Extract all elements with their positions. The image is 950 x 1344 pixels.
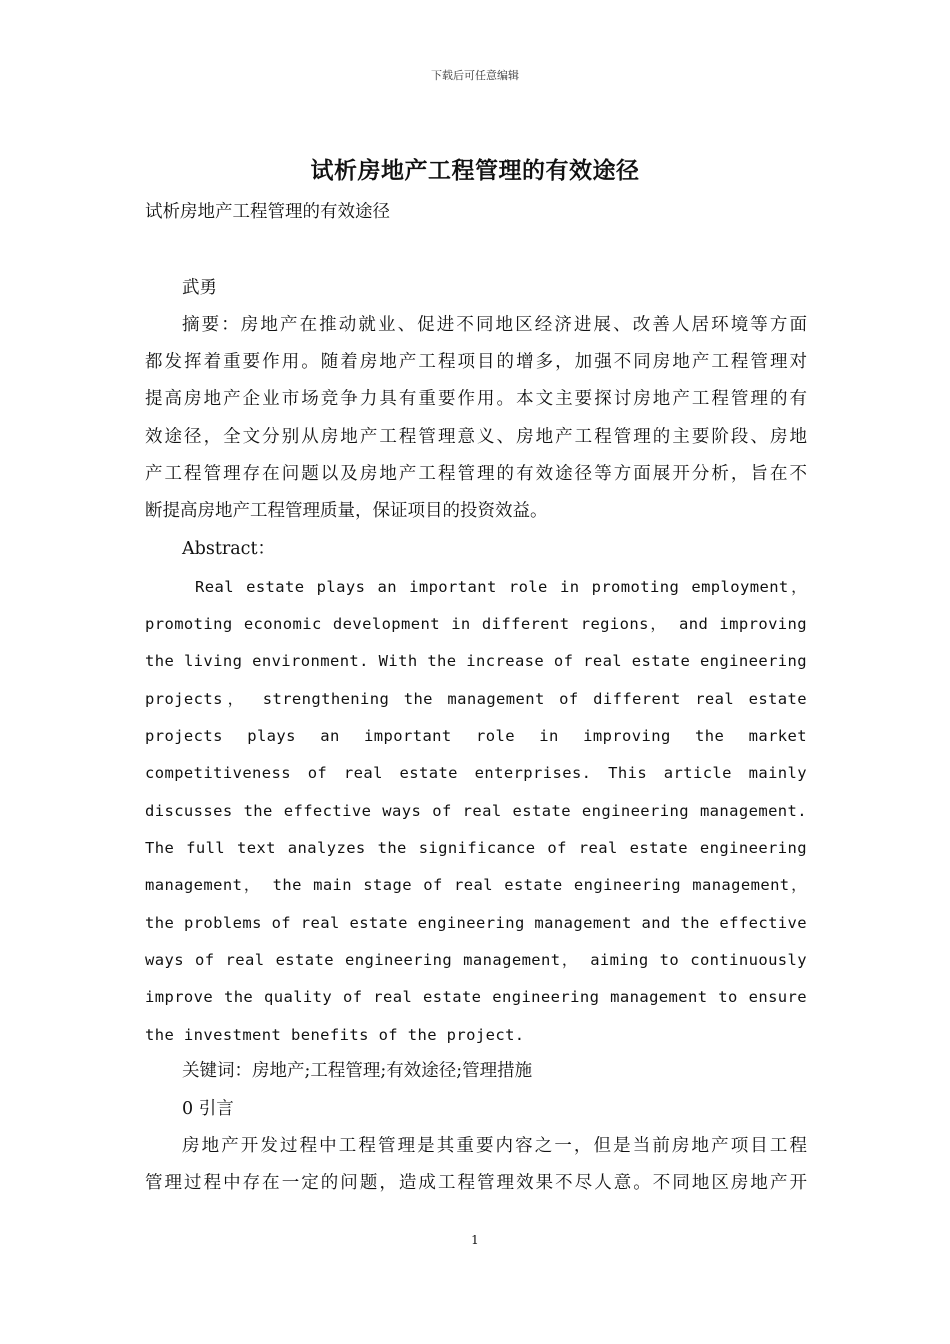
abstract-en-line: management， the main stage of real estate engineering management， (145, 876, 807, 894)
page-number: 1 (471, 1233, 479, 1247)
intro-line: 管理过程中存在一定的问题，造成工程管理效果不尽人意。不同地区房地产开 (145, 1173, 807, 1193)
subtitle: 试析房地产工程管理的有效途径 (145, 202, 390, 222)
author-name: 武勇 (182, 278, 217, 298)
abstract-en-line: ways of real estate engineering management， aiming to continuously (145, 951, 807, 969)
abstract-cn-line: 提高房地产企业市场竞争力具有重要作用。本文主要探讨房地产工程管理的有 (145, 389, 807, 409)
intro-line: 房地产开发过程中工程管理是其重要内容之一，但是当前房地产项目工程 (182, 1136, 807, 1156)
abstract-cn-line: 断提高房地产工程管理质量，保证项目的投资效益。 (145, 501, 548, 521)
abstract-en-line: Real estate plays an important role in promoting employment， (195, 578, 807, 596)
abstract-cn-line: 摘要：房地产在推动就业、促进不同地区经济进展、改善人居环境等方面 (182, 315, 807, 335)
abstract-en-line: the living environment. With the increase of real estate engineering (145, 652, 807, 670)
abstract-en-line: projects plays an important role in improving the market (145, 727, 807, 745)
document-title: 试析房地产工程管理的有效途径 (310, 158, 640, 184)
abstract-en-line: the investment benefits of the project. (145, 1026, 525, 1044)
abstract-en-heading: Abstract： (182, 539, 275, 559)
abstract-en-line: promoting economic development in different regions， and improving (145, 615, 807, 633)
abstract-cn-line: 都发挥着重要作用。随着房地产工程项目的增多，加强不同房地产工程管理对 (145, 352, 807, 372)
abstract-en-line: competitiveness of real estate enterprises. This article mainly (145, 764, 807, 782)
keywords: 关键词：房地产;工程管理;有效途径;管理措施 (182, 1061, 533, 1081)
abstract-en-line: the problems of real estate engineering management and the effective (145, 914, 807, 932)
abstract-en-line: The full text analyzes the significance of real estate engineering (145, 839, 807, 857)
abstract-cn-line: 效途径，全文分别从房地产工程管理意义、房地产工程管理的主要阶段、房地 (145, 427, 807, 447)
abstract-en-line: discusses the effective ways of real estate engineering management. (145, 802, 807, 820)
abstract-cn-line: 产工程管理存在问题以及房地产工程管理的有效途径等方面展开分析，旨在不 (145, 464, 807, 484)
abstract-en-line: improve the quality of real estate engineering management to ensure (145, 988, 807, 1006)
abstract-en-line: projects， strengthening the management of different real estate (145, 690, 807, 708)
section-heading: 0 引言 (182, 1099, 234, 1119)
header-note: 下载后可任意编辑 (431, 69, 519, 82)
